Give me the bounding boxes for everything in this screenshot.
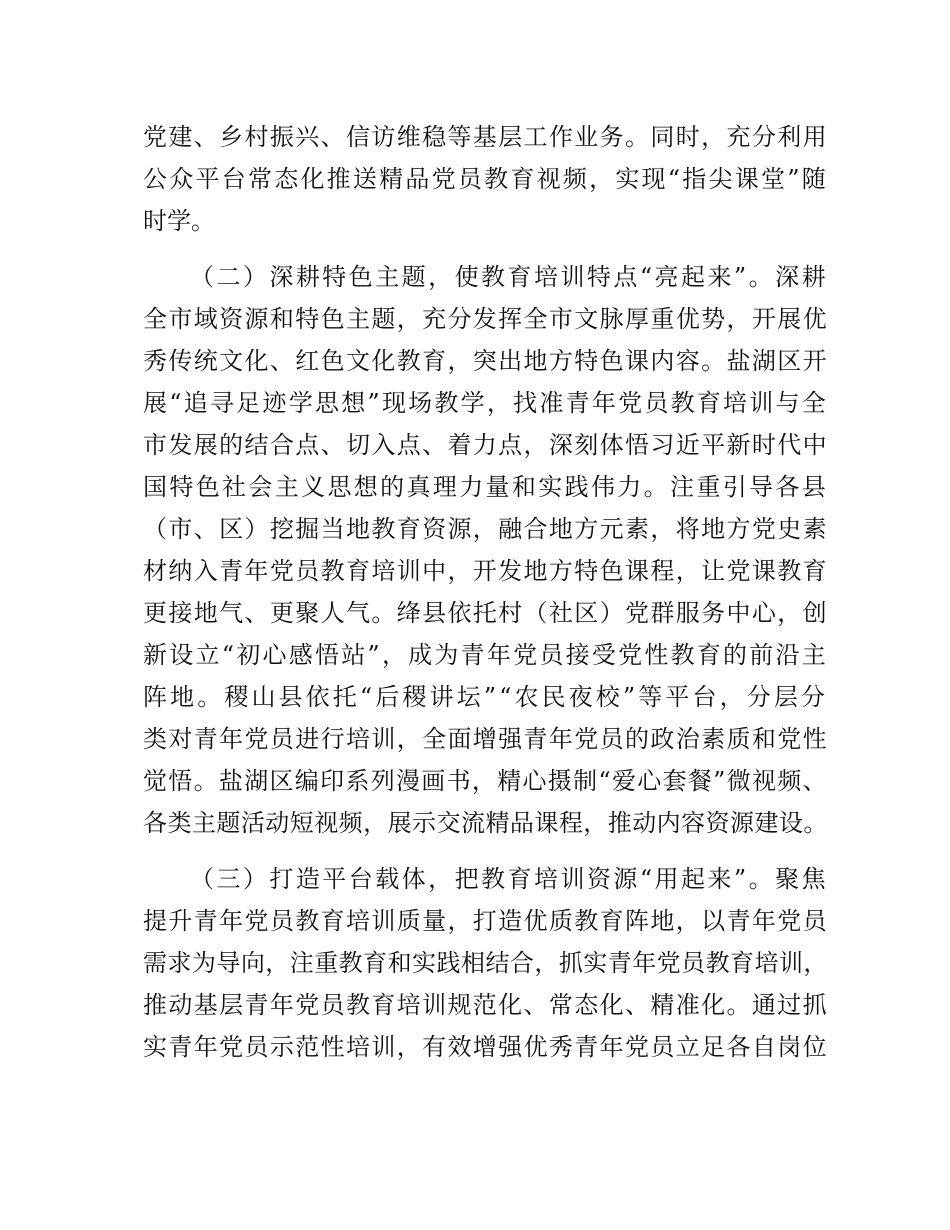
text-line: 全市域资源和特色主题，充分发挥全市文脉厚重优势，开展优 (143, 305, 828, 333)
text-line: 需求为导向，注重教育和实践相结合，抓实青年党员教育培训， (143, 949, 828, 977)
text-line: 党建、乡村振兴、信访维稳等基层工作业务。同时，充分利用 (143, 123, 828, 151)
text-line: 提升青年党员教育培训质量，打造优质教育阵地，以青年党员 (143, 907, 828, 935)
text-line: 实青年党员示范性培训，有效增强优秀青年党员立足各自岗位 (143, 1033, 828, 1061)
text-line: 展“追寻足迹学思想”现场教学，找准青年党员教育培训与全 (143, 389, 829, 417)
text-line: 材纳入青年党员教育培训中，开发地方特色课程，让党课教育 (143, 557, 828, 585)
text-line: 阵地。稷山县依托“后稷讲坛”“农民夜校”等平台，分层分 (143, 683, 829, 711)
text-line: 国特色社会主义思想的真理力量和实践伟力。注重引导各县 (143, 473, 829, 501)
text-line: 时学。 (143, 207, 215, 235)
text-line: 市发展的结合点、切入点、着力点，深刻体悟习近平新时代中 (143, 431, 828, 459)
text-line: （二）深耕特色主题，使教育培训特点“亮起来”。深耕 (190, 263, 829, 291)
text-line: （市、区）挖掘当地教育资源，融合地方元素，将地方党史素 (143, 515, 828, 543)
text-line: 公众平台常态化推送精品党员教育视频，实现“指尖课堂”随 (143, 165, 829, 193)
text-line: 类对青年党员进行培训，全面增强青年党员的政治素质和党性 (143, 725, 828, 753)
text-line: 各类主题活动短视频，展示交流精品课程，推动内容资源建设。 (143, 809, 828, 837)
text-line: 推动基层青年党员教育培训规范化、常态化、精准化。通过抓 (143, 991, 828, 1019)
text-line: 觉悟。盐湖区编印系列漫画书，精心摄制“爱心套餐”微视频、 (143, 767, 828, 795)
text-line: 更接地气、更聚人气。绛县依托村（社区）党群服务中心，创 (143, 599, 828, 627)
text-line: （三）打造平台载体，把教育培训资源“用起来”。聚焦 (190, 865, 829, 893)
text-line: 新设立“初心感悟站”，成为青年党员接受党性教育的前沿主 (143, 641, 829, 669)
text-line: 秀传统文化、红色文化教育，突出地方特色课内容。盐湖区开 (143, 347, 828, 375)
